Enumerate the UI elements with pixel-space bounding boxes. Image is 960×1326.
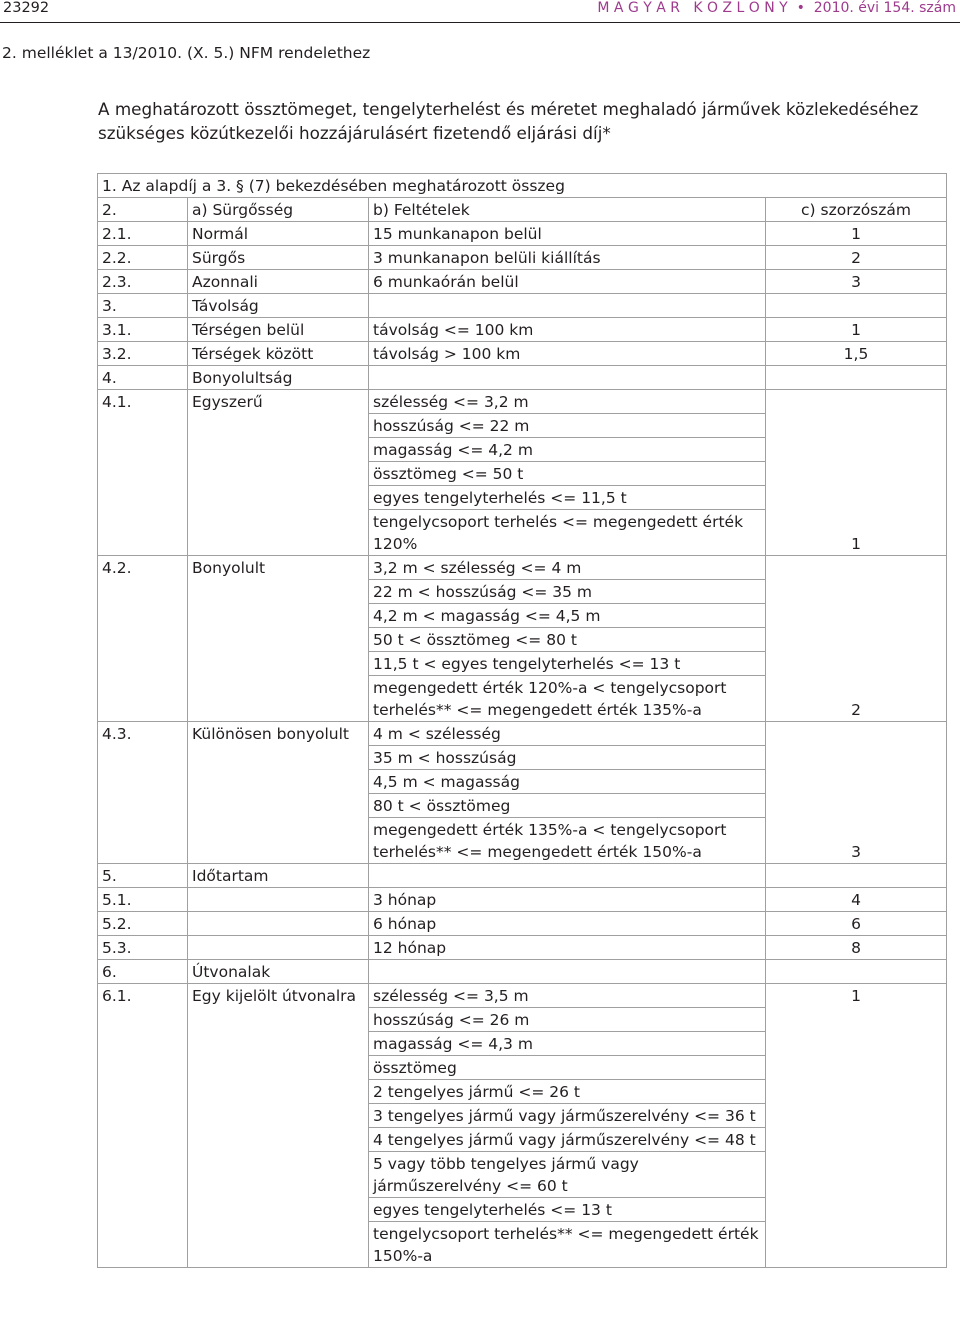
section-row [98, 366, 947, 390]
row-condition: 15 munkanapon belül [369, 222, 766, 246]
row-empty [188, 912, 369, 936]
section-empty [766, 366, 947, 390]
row-condition: 3 munkanapon belüli kiállítás [369, 246, 766, 270]
table-row [98, 912, 947, 936]
group-name: Egyszerű [188, 390, 369, 556]
section-title: Útvonalak [188, 960, 369, 984]
annex-reference: 2. melléklet a 13/2010. (X. 5.) NFM rendelethez [2, 44, 371, 62]
row-name: Térségek között [188, 342, 369, 366]
table-row [98, 318, 947, 342]
section-row [98, 960, 947, 984]
row-number: 3.1. [98, 318, 188, 342]
row-name: Sürgős [188, 246, 369, 270]
group-condition: 35 m < hosszúság [369, 746, 766, 770]
section-empty [766, 864, 947, 888]
table-row [98, 174, 947, 198]
row-multiplier: 1,5 [766, 342, 947, 366]
section-number: 4. [98, 366, 188, 390]
row-number: 5.3. [98, 936, 188, 960]
publication-header: M A G Y A R K Ö Z L Ö N Y • 2010. évi 154. szám [597, 0, 956, 16]
section-number: 5. [98, 864, 188, 888]
group-condition: 22 m < hosszúság <= 35 m [369, 580, 766, 604]
row-empty [188, 888, 369, 912]
group-condition: szélesség <= 3,2 m [369, 390, 766, 414]
header-conditions: b) Feltételek [369, 198, 766, 222]
row-number: 5.2. [98, 912, 188, 936]
section-empty [766, 294, 947, 318]
section-number: 3. [98, 294, 188, 318]
condition-row [98, 722, 947, 746]
row-empty [188, 936, 369, 960]
group-number: 6.1. [98, 984, 188, 1268]
group-condition: 4 m < szélesség [369, 722, 766, 746]
section-empty [369, 864, 766, 888]
group-condition: 4 tengelyes jármű vagy járműszerelvény <= 48 t [369, 1128, 766, 1152]
group-condition: magasság <= 4,3 m [369, 1032, 766, 1056]
condition-row [98, 390, 947, 414]
section-empty [369, 366, 766, 390]
table-row [98, 888, 947, 912]
row-number: 3.2. [98, 342, 188, 366]
row-multiplier: 4 [766, 888, 947, 912]
group-condition: össztömeg <= 50 t [369, 462, 766, 486]
section-row [98, 294, 947, 318]
group-multiplier: 1 [766, 390, 947, 556]
row-multiplier: 1 [766, 222, 947, 246]
header-num: 2. [98, 198, 188, 222]
row-condition: 6 hónap [369, 912, 766, 936]
group-condition: 3,2 m < szélesség <= 4 m [369, 556, 766, 580]
group-condition: 4,2 m < magasság <= 4,5 m [369, 604, 766, 628]
section-empty [369, 960, 766, 984]
group-number: 4.3. [98, 722, 188, 864]
group-number: 4.2. [98, 556, 188, 722]
group-name: Egy kijelölt útvonalra [188, 984, 369, 1268]
row-condition: 3 hónap [369, 888, 766, 912]
group-condition: 11,5 t < egyes tengelyterhelés <= 13 t [369, 652, 766, 676]
header-urgency: a) Sürgősség [188, 198, 369, 222]
group-condition: egyes tengelyterhelés <= 11,5 t [369, 486, 766, 510]
group-condition: magasság <= 4,2 m [369, 438, 766, 462]
group-condition: 4,5 m < magasság [369, 770, 766, 794]
section-row [98, 864, 947, 888]
section-title: Időtartam [188, 864, 369, 888]
section-number: 6. [98, 960, 188, 984]
row-name: Azonnali [188, 270, 369, 294]
row-number: 5.1. [98, 888, 188, 912]
table-row [98, 246, 947, 270]
row-multiplier: 8 [766, 936, 947, 960]
header-multiplier: c) szorzószám [766, 198, 947, 222]
table-row [98, 936, 947, 960]
row-number: 2.1. [98, 222, 188, 246]
section-title: Távolság [188, 294, 369, 318]
fee-table [97, 173, 947, 1268]
row-condition: távolság > 100 km [369, 342, 766, 366]
group-condition: tengelycsoport terhelés <= megengedett érték 120% [369, 510, 766, 556]
row-number: 2.2. [98, 246, 188, 270]
table-header-row [98, 198, 947, 222]
group-condition: 80 t < össztömeg [369, 794, 766, 818]
row-number: 2.3. [98, 270, 188, 294]
page-number: 23292 [3, 0, 50, 16]
group-condition: 3 tengelyes jármű vagy járműszerelvény <= 36 t [369, 1104, 766, 1128]
group-condition: hosszúság <= 22 m [369, 414, 766, 438]
group-condition: hosszúság <= 26 m [369, 1008, 766, 1032]
header-rule [0, 22, 960, 23]
group-condition: 5 vagy több tengelyes jármű vagy járműszerelvény <= 60 t [369, 1152, 766, 1198]
group-multiplier: 2 [766, 556, 947, 722]
group-number: 4.1. [98, 390, 188, 556]
group-name: Különösen bonyolult [188, 722, 369, 864]
row-multiplier: 2 [766, 246, 947, 270]
section-title: Bonyolultság [188, 366, 369, 390]
document-title: A meghatározott össztömeget, tengelyterhelést és méretet meghaladó járművek közlekedéséhez szükséges közútkezelői hozzájárulásért fizetendő eljárási díj* [98, 99, 919, 143]
group-condition: 50 t < össztömeg <= 80 t [369, 628, 766, 652]
row-multiplier: 1 [766, 318, 947, 342]
row-multiplier: 3 [766, 270, 947, 294]
row-name: Térségen belül [188, 318, 369, 342]
row-condition: 12 hónap [369, 936, 766, 960]
table-row [98, 342, 947, 366]
group-condition: 2 tengelyes jármű <= 26 t [369, 1080, 766, 1104]
condition-row [98, 984, 947, 1008]
group-name: Bonyolult [188, 556, 369, 722]
section-empty [369, 294, 766, 318]
group-condition: össztömeg [369, 1056, 766, 1080]
row-condition: távolság <= 100 km [369, 318, 766, 342]
row-condition: 6 munkaórán belül [369, 270, 766, 294]
group-multiplier: 1 [766, 984, 947, 1268]
table-row [98, 222, 947, 246]
group-condition: egyes tengelyterhelés <= 13 t [369, 1198, 766, 1222]
table-row [98, 270, 947, 294]
group-multiplier: 3 [766, 722, 947, 864]
group-condition: megengedett érték 120%-a < tengelycsoport terhelés** <= megengedett érték 135%-a [369, 676, 766, 722]
condition-row [98, 556, 947, 580]
intro-cell: 1. Az alapdíj a 3. § (7) bekezdésében meghatározott összeg [98, 174, 947, 198]
group-condition: szélesség <= 3,5 m [369, 984, 766, 1008]
group-condition: megengedett érték 135%-a < tengelycsoport terhelés** <= megengedett érték 150%-a [369, 818, 766, 864]
group-condition: tengelycsoport terhelés** <= megengedett érték 150%-a [369, 1222, 766, 1268]
row-name: Normál [188, 222, 369, 246]
row-multiplier: 6 [766, 912, 947, 936]
section-empty [766, 960, 947, 984]
